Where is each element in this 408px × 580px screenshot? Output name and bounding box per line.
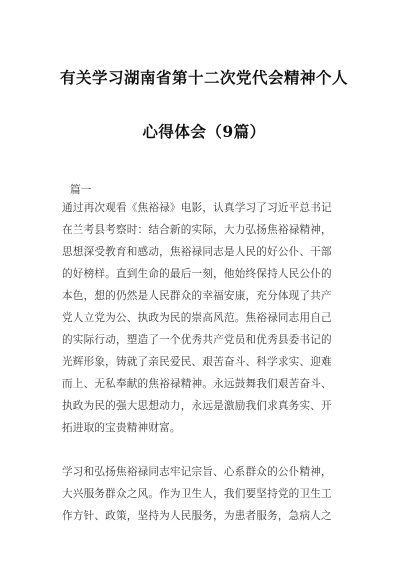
paragraph-line: 光辉形象，铸就了亲民爱民、艰苦奋斗、科学求实、迎难 xyxy=(62,356,332,368)
paragraph-line: 作方针、政策，坚持为人民服务，为患者服务，急病人之 xyxy=(62,510,332,522)
paragraph-line: 大兴服务群众之风。作为卫生人，我们要坚持党的卫生工 xyxy=(62,488,332,500)
paragraph-line: 的好榜样。直到生命的最后一刻，他始终保持人民公仆的 xyxy=(62,268,332,280)
paragraph-line: 拓进取的宝贵精神财富。 xyxy=(62,422,181,434)
paragraph-line: 学习和弘扬焦裕禄同志牢记宗旨、心系群众的公仆精神， xyxy=(62,466,332,478)
section-heading: 篇一 xyxy=(70,184,92,196)
paragraph-line: 通过再次观看《焦裕禄》电影，认真学习了习近平总书记 xyxy=(62,202,332,214)
paragraph-line: 执政为民的强大思想动力，永远是激励我们求真务实、开 xyxy=(62,400,332,412)
paragraph-line: 本色，想的仍然是人民群众的幸福安康，充分体现了共产 xyxy=(62,290,332,302)
document-title-line-2: 心得体会（9篇） xyxy=(142,122,266,141)
paragraph-line: 思想深受教育和感动，焦裕禄同志是人民的好公仆、干部 xyxy=(62,246,332,258)
paragraph-line: 党人立党为公、执政为民的崇高风范。焦裕禄同志用自己 xyxy=(62,312,332,324)
paragraph-line: 的实际行动，塑造了一个优秀共产党员和优秀县委书记的 xyxy=(62,334,332,346)
paragraph-line: 而上、无私奉献的焦裕禄精神。永远鼓舞我们艰苦奋斗、 xyxy=(62,378,332,390)
paragraph-line: 在兰考县考察时：结合新的实际，大力弘扬焦裕禄精神， xyxy=(62,224,332,236)
document-title-line-1: 有关学习湖南省第十二次党代会精神个人 xyxy=(59,68,348,87)
